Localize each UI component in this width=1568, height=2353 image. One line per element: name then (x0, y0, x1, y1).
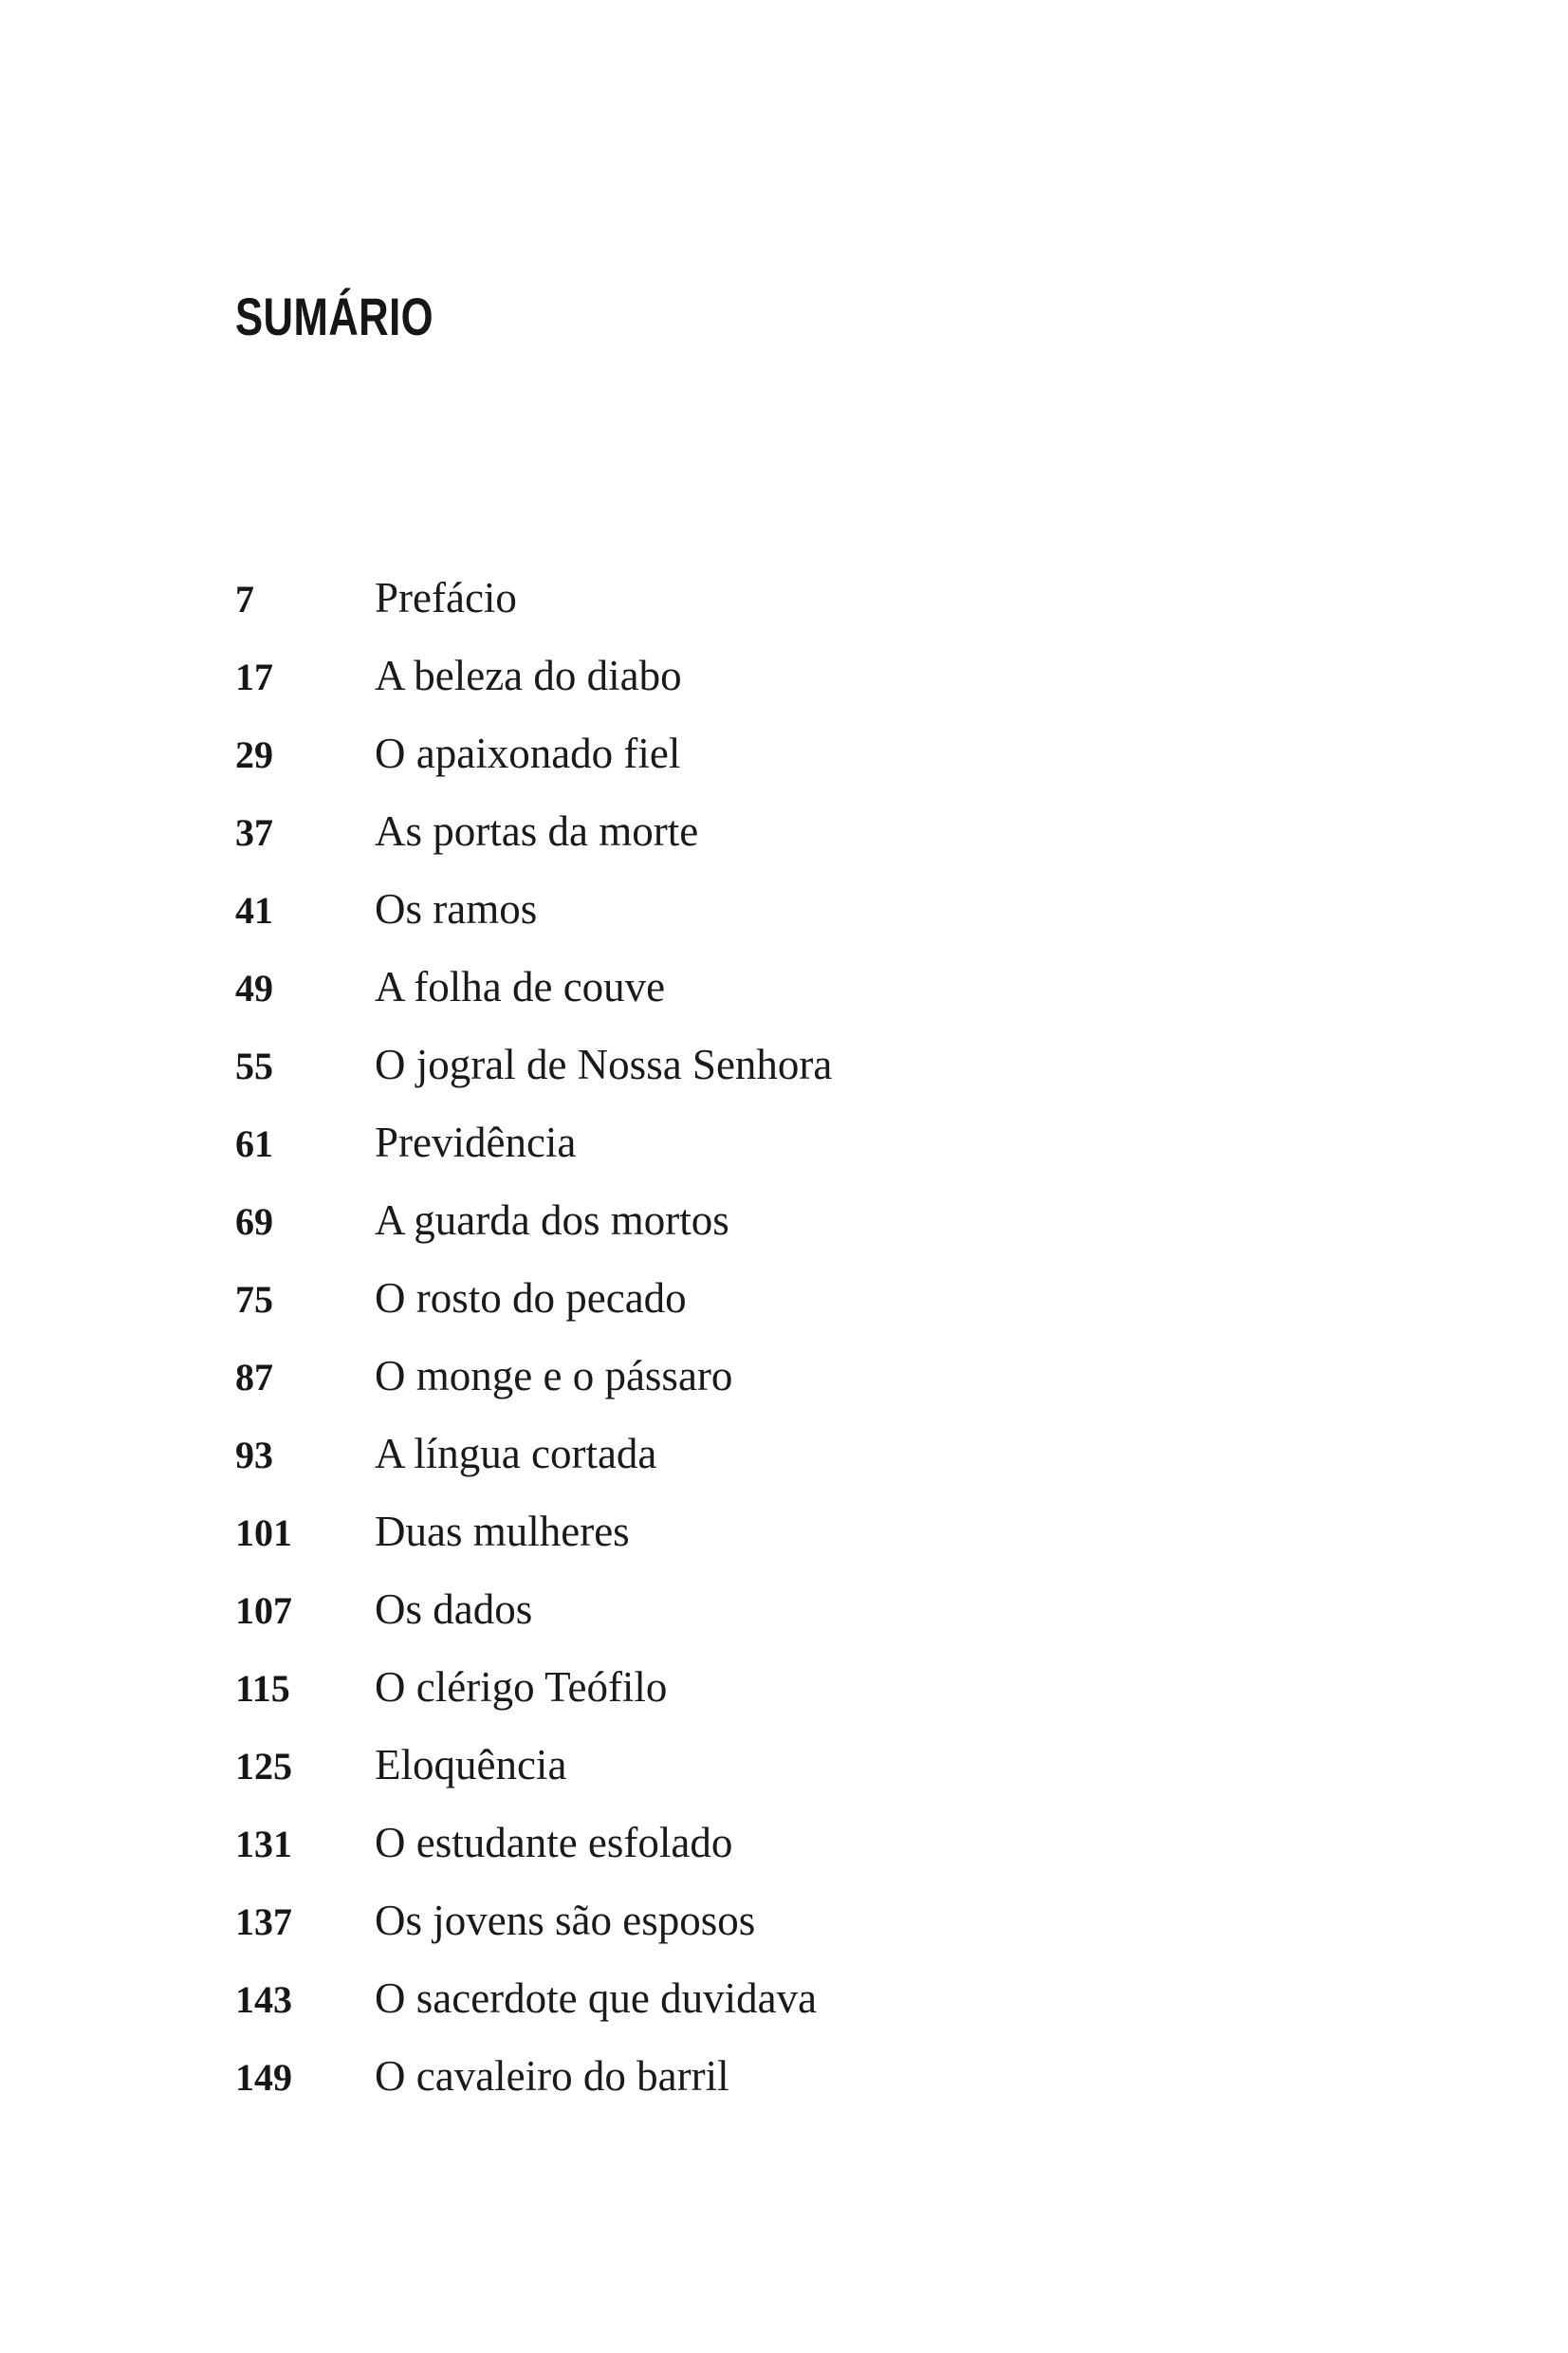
toc-chapter-title: O rosto do pecado (375, 1274, 687, 1322)
toc-entry[interactable] (235, 963, 1374, 1044)
toc-page-number: 87 (235, 1356, 273, 1399)
toc-chapter-title: A folha de couve (375, 963, 666, 1010)
toc-page-number: 41 (235, 889, 273, 932)
toc-page-number: 61 (235, 1122, 273, 1165)
toc-page-number: 115 (235, 1667, 290, 1710)
toc-page-number: 17 (235, 656, 273, 698)
toc-chapter-title: Os dados (375, 1585, 533, 1633)
toc-chapter-title: Os jovens são esposos (375, 1897, 756, 1944)
toc-entry[interactable] (235, 885, 1374, 966)
toc-page-number: 75 (235, 1278, 273, 1321)
toc-page-number: 7 (235, 578, 254, 621)
toc-entry[interactable] (235, 1430, 1374, 1510)
toc-page-number: 101 (235, 1511, 292, 1554)
toc-page-number: 29 (235, 733, 273, 776)
toc-chapter-title: O monge e o pássaro (375, 1352, 733, 1399)
toc-entry[interactable] (235, 1741, 1374, 1822)
toc-chapter-title: O estudante esfolado (375, 1819, 733, 1866)
toc-entry[interactable] (235, 1585, 1374, 1666)
toc-entry[interactable] (235, 574, 1374, 655)
toc-chapter-title: O jogral de Nossa Senhora (375, 1041, 833, 1088)
toc-entry[interactable] (235, 1274, 1374, 1355)
toc-chapter-title: Os ramos (375, 885, 538, 933)
toc-entry[interactable] (235, 807, 1374, 888)
toc-chapter-title: Prefácio (375, 574, 517, 621)
toc-page-number: 149 (235, 2056, 292, 2099)
toc-entry[interactable] (235, 1819, 1374, 1899)
toc-entry[interactable] (235, 1041, 1374, 1121)
toc-chapter-title: O apaixonado fiel (375, 730, 681, 777)
toc-entry[interactable] (235, 1974, 1374, 2055)
toc-chapter-title: Previdência (375, 1119, 577, 1166)
toc-entry[interactable] (235, 1899, 1374, 1977)
toc-entry[interactable] (235, 2052, 1374, 2133)
toc-entry[interactable] (235, 1196, 1374, 1277)
toc-chapter-title: A beleza do diabo (375, 652, 682, 699)
toc-chapter-title: Eloquência (375, 1741, 567, 1788)
toc-chapter-title: A guarda dos mortos (375, 1196, 729, 1244)
toc-entry[interactable] (235, 1510, 1374, 1588)
toc-page-number: 125 (235, 1745, 292, 1788)
toc-entry[interactable] (235, 652, 1374, 732)
toc-page-number: 69 (235, 1200, 273, 1243)
toc-page-number: 131 (235, 1823, 292, 1865)
toc-page-number: 55 (235, 1045, 273, 1087)
toc-page-number: 107 (235, 1589, 292, 1632)
toc-page-number: 143 (235, 1978, 292, 2021)
table-of-contents-list (235, 574, 1374, 2133)
toc-entry[interactable] (235, 732, 1374, 810)
toc-chapter-title: O clérigo Teófilo (375, 1663, 668, 1711)
toc-page-number: 137 (235, 1900, 292, 1943)
toc-chapter-title: A língua cortada (375, 1430, 657, 1477)
toc-entry[interactable] (235, 1663, 1374, 1744)
page-title: SUMÁRIO (235, 286, 434, 346)
toc-chapter-title: O cavaleiro do barril (375, 2052, 729, 2100)
toc-page-number: 37 (235, 811, 273, 854)
toc-chapter-title: O sacerdote que duvidava (375, 1974, 818, 2022)
toc-chapter-title: As portas da morte (375, 807, 699, 855)
toc-chapter-title: Duas mulheres (375, 1508, 630, 1555)
toc-page-number: 49 (235, 967, 273, 1010)
toc-entry[interactable] (235, 1352, 1374, 1433)
toc-page-number: 93 (235, 1434, 273, 1476)
toc-entry[interactable] (235, 1121, 1374, 1199)
